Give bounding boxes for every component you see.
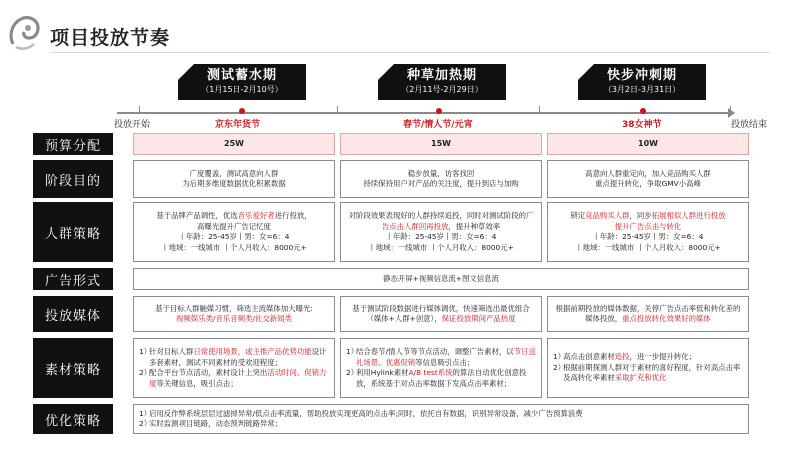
format-cell: 静态开屏+视频信息流+图文信息流 — [133, 268, 749, 290]
phase-header-2 — [378, 64, 506, 100]
budget-cell: 10W — [547, 133, 749, 155]
goal-line: 重点提升转化，争取GMV小高峰 — [595, 179, 701, 188]
festival-label: 38女神节 — [622, 120, 662, 130]
creative-highlight: 采取扩充和优化 — [614, 373, 667, 383]
creative-item — [346, 368, 536, 389]
creative-cell — [133, 338, 335, 398]
audience-cell — [340, 202, 542, 262]
goal-line: 稳步放量，访客找回 — [407, 168, 475, 178]
row-label-audience: 人群策略 — [33, 202, 113, 262]
phase-name: 种草加热期 — [406, 68, 477, 83]
item-number: 2） — [553, 362, 566, 372]
audience-cell — [547, 202, 749, 262]
audience-highlight: 竞品购买人群 — [585, 211, 630, 220]
row-label-goal: 阶段目的 — [33, 160, 113, 198]
creative-highlight: 日常使用场景，或主推产品优势功能 — [193, 347, 312, 356]
media-highlight: 重点投放转化效果好的媒体 — [622, 314, 711, 323]
phase-date: （1月15日-2月10号） — [201, 85, 283, 94]
creative-item — [346, 347, 536, 368]
creative-highlight: 活动时间、促销力度 — [149, 368, 327, 388]
creative-highlight: 追投 — [614, 352, 630, 362]
creative-text: 的算法自动优化创意投放，系统基于对点击率数据下发高点击率素材； — [356, 368, 527, 388]
optimize-text: 启用反作弊系统层层过滤掉异常/低点击率流量，帮助投放实现更高的点击率;同时，依托自有数据，识别异常设备，减少广告预算浪费 — [149, 408, 583, 418]
audience-text: 高曝光提升广告记忆度 — [197, 221, 271, 231]
row-label-optimize: 优化策略 — [33, 404, 113, 434]
media-text: 基于测试阶段数据进行媒体调优，快速筛选出最优组合（媒体+人群+创意）， — [352, 303, 530, 323]
phase-name: 测试蓄水期 — [206, 68, 277, 83]
budget-cell: 15W — [340, 133, 542, 155]
optimize-item — [139, 409, 743, 420]
audience-highlight: 音乐爱好者 — [237, 211, 275, 220]
goal-line: 持续保持用户对产品的关注度，提升到店与加购 — [363, 179, 519, 188]
audience-text: ，同步 — [629, 211, 652, 220]
creative-text: 等信息吸引点击； — [415, 357, 475, 367]
media-text: 根据前期投放的媒体数据，关停广告点击率低和转化差的媒体投放， — [555, 303, 741, 323]
media-cell — [547, 296, 749, 332]
phase-name: 快步冲刺期 — [606, 68, 677, 83]
creative-cell — [547, 338, 749, 398]
festival-dot — [239, 108, 245, 114]
audience-text: 对阶段效果表现好的人群持续追投，同时对测试阶段的 — [348, 211, 526, 220]
item-number: 2） — [139, 419, 152, 428]
creative-text: 高点击创意素材 — [563, 352, 615, 362]
timeline-tick — [730, 106, 731, 114]
audience-age: 丨年龄：25-45岁丨男：女=6：4 — [178, 232, 290, 241]
festival-dot — [640, 108, 646, 114]
audience-text: 进行投放， — [274, 211, 312, 220]
optimize-text: 实时监测项目链路，动态预判链路异常； — [149, 419, 283, 428]
goal-line: 高意向人群重定向，加入竞品购买人群 — [585, 168, 711, 178]
audience-age: 丨年龄：25-45岁丨男：女=6：4 — [592, 232, 704, 241]
audience-text: 锁定 — [570, 211, 586, 220]
timeline-axis — [117, 112, 729, 114]
row-label-creative: 素材策略 — [33, 338, 113, 398]
creative-text: 配合平台节点活动，素材设计上突出 — [149, 368, 268, 377]
media-highlight: 保证投放期间产品热度 — [441, 314, 516, 323]
creative-highlight: A/B test系统 — [408, 368, 453, 377]
item-number: 2） — [346, 368, 359, 377]
media-text: 基于目标人群触媒习惯，筛选主流媒体加大曝光: — [155, 303, 313, 313]
page-title: 项目投放节奏 — [50, 27, 171, 49]
audience-text: 基于品牌产品调性，优选 — [156, 211, 238, 220]
media-cell — [340, 296, 542, 332]
goal-cell — [133, 160, 335, 198]
creative-text: 根据前期探测人群对于素材的喜好程度，针对高点击率及高转化率素材 — [563, 362, 741, 383]
audience-cell — [133, 202, 335, 262]
row-label-budget: 预算分配 — [33, 133, 113, 155]
audience-highlight: 提升广告点击与转化 — [614, 221, 682, 231]
festival-label: 京东年货节 — [215, 120, 261, 130]
brand-logo-icon — [7, 14, 41, 52]
phase-header-3 — [578, 64, 706, 100]
optimize-cell — [133, 404, 749, 434]
creative-highlight: 节日送礼场景、优惠促销 — [356, 347, 536, 367]
item-number: 1） — [346, 347, 359, 356]
creative-item — [139, 368, 329, 389]
creative-text: 等关键信息，吸引点击； — [156, 378, 238, 388]
audience-region: 丨地域：一线城市 丨个人月收入：8000元+ — [368, 242, 514, 252]
audience-region: 丨地域：一线城市 丨个人月收入：8000元+ — [161, 242, 307, 252]
phase-date: （2月11号-2月29日） — [401, 85, 483, 94]
budget-cell: 25W — [133, 133, 335, 155]
goal-line: 为后期多维度数据优化积累数据 — [182, 179, 286, 188]
item-number: 1） — [139, 347, 152, 356]
phase-header-1 — [178, 64, 306, 100]
row-label-format: 广告形式 — [33, 268, 113, 290]
audience-highlight: 拓展相似人群进行投放 — [651, 211, 726, 220]
creative-text: 利用Hylink素材 — [356, 368, 409, 377]
media-highlight: 视频娱乐类/音乐音频类/社交新闻类 — [176, 314, 292, 323]
optimize-item — [139, 419, 743, 430]
phase-date: （3月2日-3月31日） — [603, 85, 681, 94]
festival-label: 春节/情人节/元宵 — [403, 120, 473, 130]
creative-text: 设计多套素材，测试不同素材的受欢迎程度； — [149, 347, 327, 367]
item-number: 2） — [139, 368, 152, 377]
creative-item — [139, 347, 329, 368]
audience-text: ，提升种草效率 — [448, 221, 501, 231]
timeline-tick — [539, 106, 540, 114]
timeline-start-label: 投放开始 — [114, 120, 151, 130]
timeline-tick — [139, 106, 140, 114]
title-divider — [50, 52, 770, 53]
creative-item — [553, 363, 743, 384]
creative-cell — [340, 338, 542, 398]
media-cell — [133, 296, 335, 332]
timeline-end-label: 投放结束 — [731, 120, 768, 130]
goal-line: 广度覆盖，测试高意向人群 — [189, 168, 279, 178]
item-number: 1） — [553, 352, 566, 362]
goal-cell — [547, 160, 749, 198]
creative-item — [553, 352, 743, 363]
festival-dot — [436, 108, 442, 114]
audience-highlight: 广告点击人群回再投放 — [381, 211, 534, 231]
audience-region: 丨地域：一线城市 丨个人月收入：8000元+ — [575, 242, 721, 252]
audience-age: 丨年龄：25-45岁丨男：女=6：4 — [385, 232, 497, 241]
creative-text: 针对目标人群 — [149, 347, 194, 356]
creative-text: ，进一步提升转化； — [629, 352, 697, 362]
goal-cell — [340, 160, 542, 198]
row-label-media: 投放媒体 — [33, 296, 113, 332]
timeline-tick — [337, 106, 338, 114]
item-number: 1） — [139, 408, 152, 418]
creative-text: 结合春节/情人节等节点活动，调整广告素材，以 — [356, 347, 514, 356]
